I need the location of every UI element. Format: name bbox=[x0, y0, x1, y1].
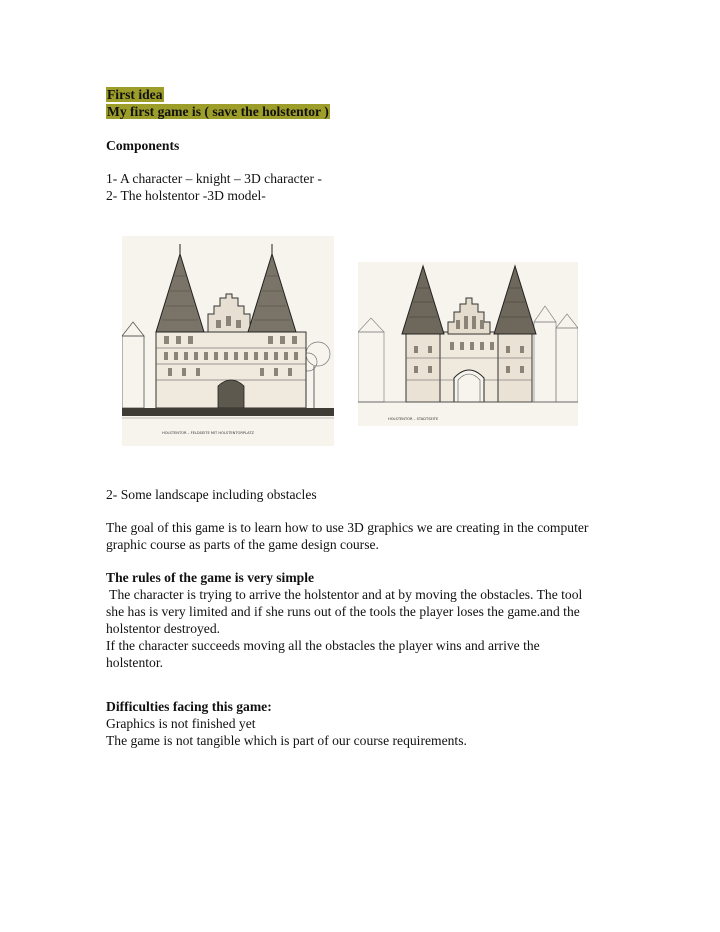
component-item-3: 2- Some landscape including obstacles bbox=[106, 487, 317, 502]
components-heading: Components bbox=[106, 138, 180, 153]
difficulties-heading: Difficulties facing this game: bbox=[106, 699, 272, 714]
holstentor-drawing-left bbox=[122, 236, 334, 446]
rules-line-5: holstentor. bbox=[106, 655, 164, 670]
component-item-1: 1- A character – knight – 3D character - bbox=[106, 171, 322, 186]
goal-line-2: graphic course as parts of the game design course. bbox=[106, 537, 379, 552]
doc-subtitle: My first game is ( save the holstentor ) bbox=[107, 104, 329, 119]
doc-title: First idea bbox=[107, 87, 163, 102]
goal-line-1: The goal of this game is to learn how to use 3D graphics we are creating in the computer bbox=[106, 520, 589, 535]
rules-line-4: If the character succeeds moving all the obstacles the player wins and arrive the bbox=[106, 638, 540, 653]
right-figure-caption: HOLSTENTOR – STADTSEITE bbox=[388, 417, 439, 421]
holstentor-drawing-right bbox=[358, 262, 578, 426]
component-item-2: 2- The holstentor -3D model- bbox=[106, 188, 266, 203]
left-figure-caption: HOLSTENTOR – FELDSEITE MIT HOLSTENTORPLATZ bbox=[162, 431, 254, 435]
rules-line-2: she has is very limited and if she runs out of the tools the player loses the game.and the bbox=[106, 604, 580, 619]
difficulties-line-2: The game is not tangible which is part of our course requirements. bbox=[106, 733, 467, 748]
rules-line-1: The character is trying to arrive the holstentor and at by moving the obstacles. The tool bbox=[106, 587, 583, 602]
difficulties-line-1: Graphics is not finished yet bbox=[106, 716, 256, 731]
rules-heading: The rules of the game is very simple bbox=[106, 570, 315, 585]
rules-line-3: holstentor destroyed. bbox=[106, 621, 221, 636]
